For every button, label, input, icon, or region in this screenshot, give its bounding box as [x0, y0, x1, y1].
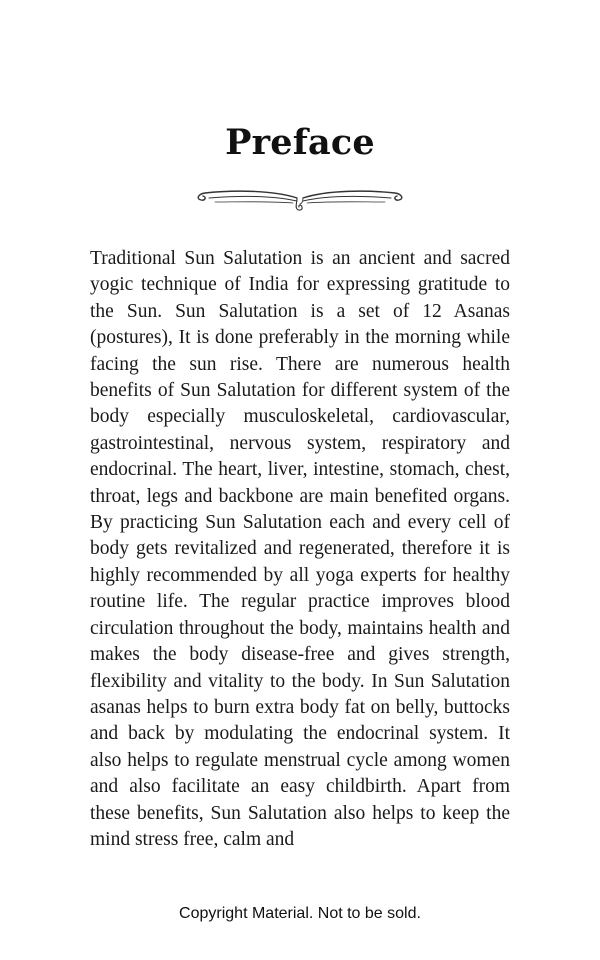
copyright-footer: Copyright Material. Not to be sold. — [179, 905, 421, 922]
flourish-divider-icon — [193, 182, 407, 212]
page-title: Preface — [225, 122, 375, 163]
preface-paragraph: Traditional Sun Salutation is an ancient and sacred yogic technique of India for expressing gratitude to the Sun. Sun Salutation is a set of 12 Asanas (postures), It is done preferably in the morning while facing the sun rise. There are numerous health benefits of Sun Salutation for different system of the body especially musculoskeletal, cardiovascular, gastrointestinal, nervous system, respiratory and endocrinal. The heart, liver, intestine, stomach, chest, throat, legs and backbone are main benefited organs. By practicing Sun Salutation each and every cell of body gets revitalized and regenerated, therefore it is highly recommended by all yoga experts for healthy routine life. The regular practice improves blood circulation throughout the body, maintains health and makes the body disease-free and gives strength, flexibility and vitality to the body. In Sun Salutation asanas helps to burn extra body fat on belly, buttocks and back by modulating the endocrinal system. It also helps to regulate menstrual cycle among women and also facilitate an easy childbirth. Apart from these benefits, Sun Salutation also helps to keep the mind stress free, calm and — [90, 248, 510, 850]
